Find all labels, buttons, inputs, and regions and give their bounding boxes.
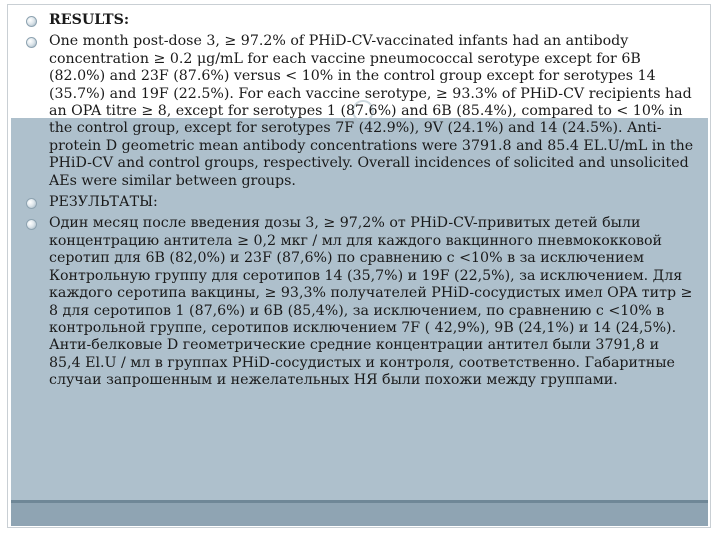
slide-footer-band <box>11 500 708 526</box>
results-text-en: One month post-dose 3, ≥ 97.2% of PHiD-CV-vaccinated infants had an antibody concentration ≥ 0.2 μg/mL for each vaccine pneumococcal serotype except for 6B (82.0%) and 23F (87.6%) versus < 10% in the control group except for serotypes 14 (35.7%) and 19F (22.5%). For each vaccine serotype, ≥ 93.3% of PHiD-CV recipients had an OPA titre ≥ 8, except for serotypes 1 (87.6%) and 6B (85.4%), compared to < 10% in the control group, except for serotypes 7F (42.9%), 9V (24.1%) and 14 (24.5%). Anti-protein D geometric mean antibody concentrations were 3791.8 and 85.4 EL.U/mL in the PHiD-CV and control groups, respectively. Overall incidences of solicited and unsolicited AEs were similar between groups. <box>49 33 694 189</box>
bullet-icon <box>26 37 37 48</box>
list-item-results-en <box>25 33 695 190</box>
footer-divider <box>11 500 708 503</box>
bullet-icon <box>26 198 37 209</box>
results-heading-en: RESULTS: <box>49 12 130 28</box>
results-text-ru: Один месяц после введения дозы 3, ≥ 97,2% от PHiD-CV-привитых детей были концентрацию антитела ≥ 0,2 мкг / мл для каждого вакцинного пневмококковой серотип для 6B (82,0%) и 23F (87,6%) по сравнению с <10% в за исключением Контрольную группу для серотипов 14 (35,7%) и 19F (22,5%), за исключением. Для каждого серотипа вакцины, ≥ 93,3% получателей PHiD-сосудистых имел OPA титр ≥ 8 для серотипов 1 (87,6%) и 6B (85,4%), за исключением, по сравнению с <10% в контрольной группе, серотипов исключением 7F ( 42,9%), 9В (24,1%) и 14 (24,5%). Анти-белковые D геометрические средние концентрации антител были 3791,8 и 85,4 El.U / мл в группах PHiD-сосудистых и контроля, соответственно. Габаритные случаи запрошенным и нежелательных НЯ были похожи между группами. <box>49 215 693 389</box>
list-item-results-heading-ru <box>25 194 695 211</box>
list-item-results-heading <box>25 12 695 29</box>
bullet-list <box>25 12 695 390</box>
bullet-icon <box>26 16 37 27</box>
results-heading-ru: РЕЗУЛЬТАТЫ: <box>49 194 158 211</box>
slide-content <box>25 12 695 394</box>
bullet-icon <box>26 219 37 230</box>
list-item-results-ru <box>25 215 695 389</box>
